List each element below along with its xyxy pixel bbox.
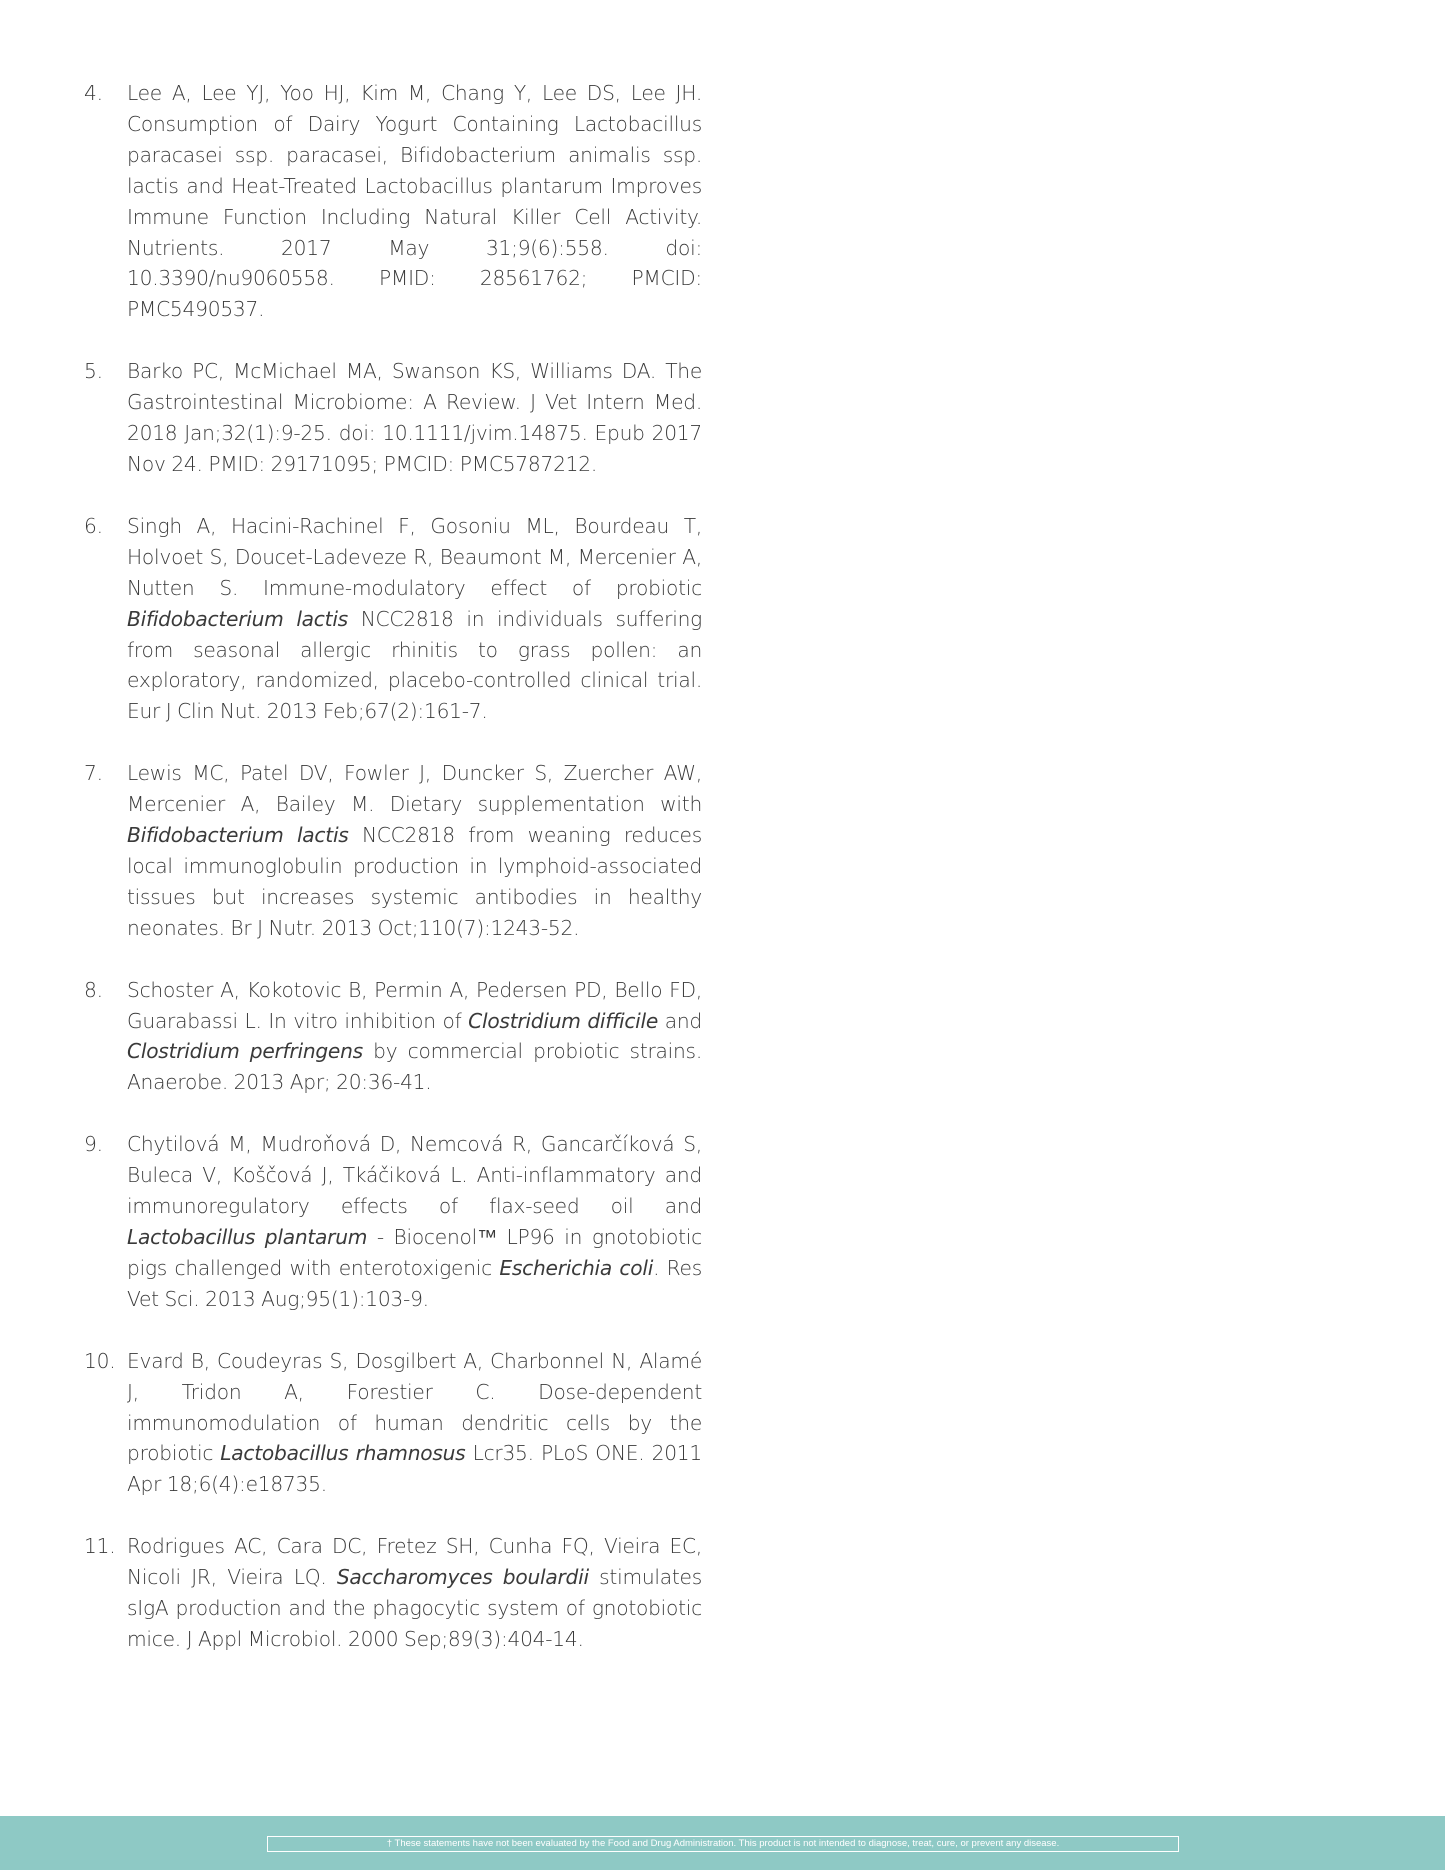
reference-text-segment: - Biocenol™ LP96 in gnotobiotic pigs challenged with enterotoxigenic: [127, 1225, 702, 1280]
reference-text: [127, 1132, 702, 1311]
reference-text: [127, 1534, 702, 1651]
reference-italic-term: Saccharomyces boulardii: [336, 1565, 589, 1590]
reference-italic-term: Lactobacillus rhamnosus: [220, 1441, 466, 1466]
reference-item: [84, 356, 702, 480]
reference-item: [84, 1129, 702, 1314]
reference-text-segment: Lewis MC, Patel DV, Fowler J, Duncker S, Zuercher AW, Mercenier A, Bailey M. Dietary supplementation with: [127, 761, 702, 817]
reference-text-segment: stimulates sIgA production and the phagocytic system of gnotobiotic mice. J Appl Microbiol. 2000 Sep;89(3):404-14.: [127, 1565, 702, 1651]
reference-item: [84, 511, 702, 727]
reference-item: [84, 1531, 702, 1655]
reference-text-segment: Lee A, Lee YJ, Yoo HJ, Kim M, Chang Y, Lee DS, Lee JH. Consumption of Dairy Yogurt Containing Lactobacillus paracasei ssp. paracasei, Bifidobacterium animalis ssp. lactis and Heat-Treated Lactobacillus plantarum Improves Immune Function Including Natural Killer Cell Activity. Nutrients. 2017 May 31;9(6):558. doi: 10.3390/nu9060558. PMID: 28561762; PMCID: PMC5490537.: [127, 81, 702, 322]
reference-number: 7.: [84, 761, 103, 786]
reference-text-segment: Evard B, Coudeyras S, Dosgilbert A, Charbonnel N, Alamé J, Tridon A, Forestier C. Dose-dependent immunomodulation of human dendritic cells by the probiotic: [127, 1348, 702, 1466]
reference-italic-term: Bifidobacterium lactis: [127, 823, 349, 848]
reference-text: [127, 359, 702, 476]
fda-disclaimer: † These statements have not been evaluated by the Food and Drug Administration. This product is not intended to diagnose, treat, cure, or prevent any disease.: [267, 1836, 1179, 1852]
reference-text: [127, 761, 702, 940]
reference-text-segment: Rodrigues AC, Cara DC, Fretez SH, Cunha FQ, Vieira EC, Nicoli JR, Vieira LQ.: [127, 1534, 702, 1590]
reference-number: 5.: [84, 359, 103, 384]
footer-bar: [0, 1816, 1445, 1870]
reference-number: 10.: [84, 1348, 116, 1373]
reference-italic-term: Clostridium perfringens: [127, 1039, 363, 1064]
reference-text-segment: Singh A, Hacini-Rachinel F, Gosoniu ML, Bourdeau T, Holvoet S, Doucet-Ladeveze R, Beaumont M, Mercenier A, Nutten S. Immune-modulatory effect of probiotic: [127, 513, 702, 600]
reference-italic-term: Clostridium difficile: [468, 1008, 659, 1033]
reference-item: [84, 78, 702, 325]
reference-text: [127, 81, 702, 321]
reference-text: [127, 1349, 702, 1497]
reference-text-segment: Lcr35. PLoS ONE. 2011 Apr 18;6(4):e18735.: [127, 1441, 702, 1497]
reference-text-segment: NCC2818 in individuals suffering from seasonal allergic rhinitis to grass pollen: an exploratory, randomized, placebo-controlled clinical trial. Eur J Clin Nut. 2013 Feb;67(2):161-7.: [127, 606, 702, 724]
reference-text-segment: and: [658, 1008, 702, 1033]
reference-italic-term: Bifidobacterium lactis: [127, 606, 348, 631]
reference-number: 9.: [84, 1132, 103, 1157]
reference-item: [84, 758, 702, 943]
reference-item: [84, 975, 702, 1099]
reference-text-segment: by commercial probiotic strains. Anaerobe. 2013 Apr; 20:36-41.: [127, 1039, 702, 1095]
reference-number: 6.: [84, 513, 103, 538]
reference-number: 8.: [84, 977, 103, 1002]
reference-number: 4.: [84, 81, 103, 105]
references-list: [84, 78, 702, 1686]
reference-text-segment: Barko PC, McMichael MA, Swanson KS, Williams DA. The Gastrointestinal Microbiome: A Review. J Vet Intern Med. 2018 Jan;32(1):9-25. doi: 10.1111/jvim.14875. Epub 2017 Nov 24. PMID: 29171095; PMCID: PMC5787212.: [127, 359, 702, 476]
reference-text-segment: . Res Vet Sci. 2013 Aug;95(1):103-9.: [127, 1255, 702, 1311]
reference-text: [127, 978, 702, 1095]
reference-italic-term: Lactobacillus plantarum: [127, 1225, 368, 1249]
reference-text-segment: Schoster A, Kokotovic B, Permin A, Pedersen PD, Bello FD, Guarabassi L. In vitro inhibition of: [127, 977, 702, 1033]
reference-text-segment: Chytilová M, Mudroňová D, Nemcová R, Gancarčíková S, Buleca V, Koščová J, Tkáčiková L. Anti-inflammatory and immunoregulatory effects of flax-seed oil and: [127, 1132, 702, 1219]
reference-number: 11.: [84, 1534, 116, 1559]
reference-item: [84, 1346, 702, 1501]
reference-text: [127, 514, 702, 723]
reference-italic-term: Escherichia coli: [499, 1255, 654, 1280]
reference-text-segment: NCC2818 from weaning reduces local immunoglobulin production in lymphoid-associated tissues but increases systemic antibodies in healthy neonates. Br J Nutr. 2013 Oct;110(7):1243-52.: [127, 823, 702, 940]
